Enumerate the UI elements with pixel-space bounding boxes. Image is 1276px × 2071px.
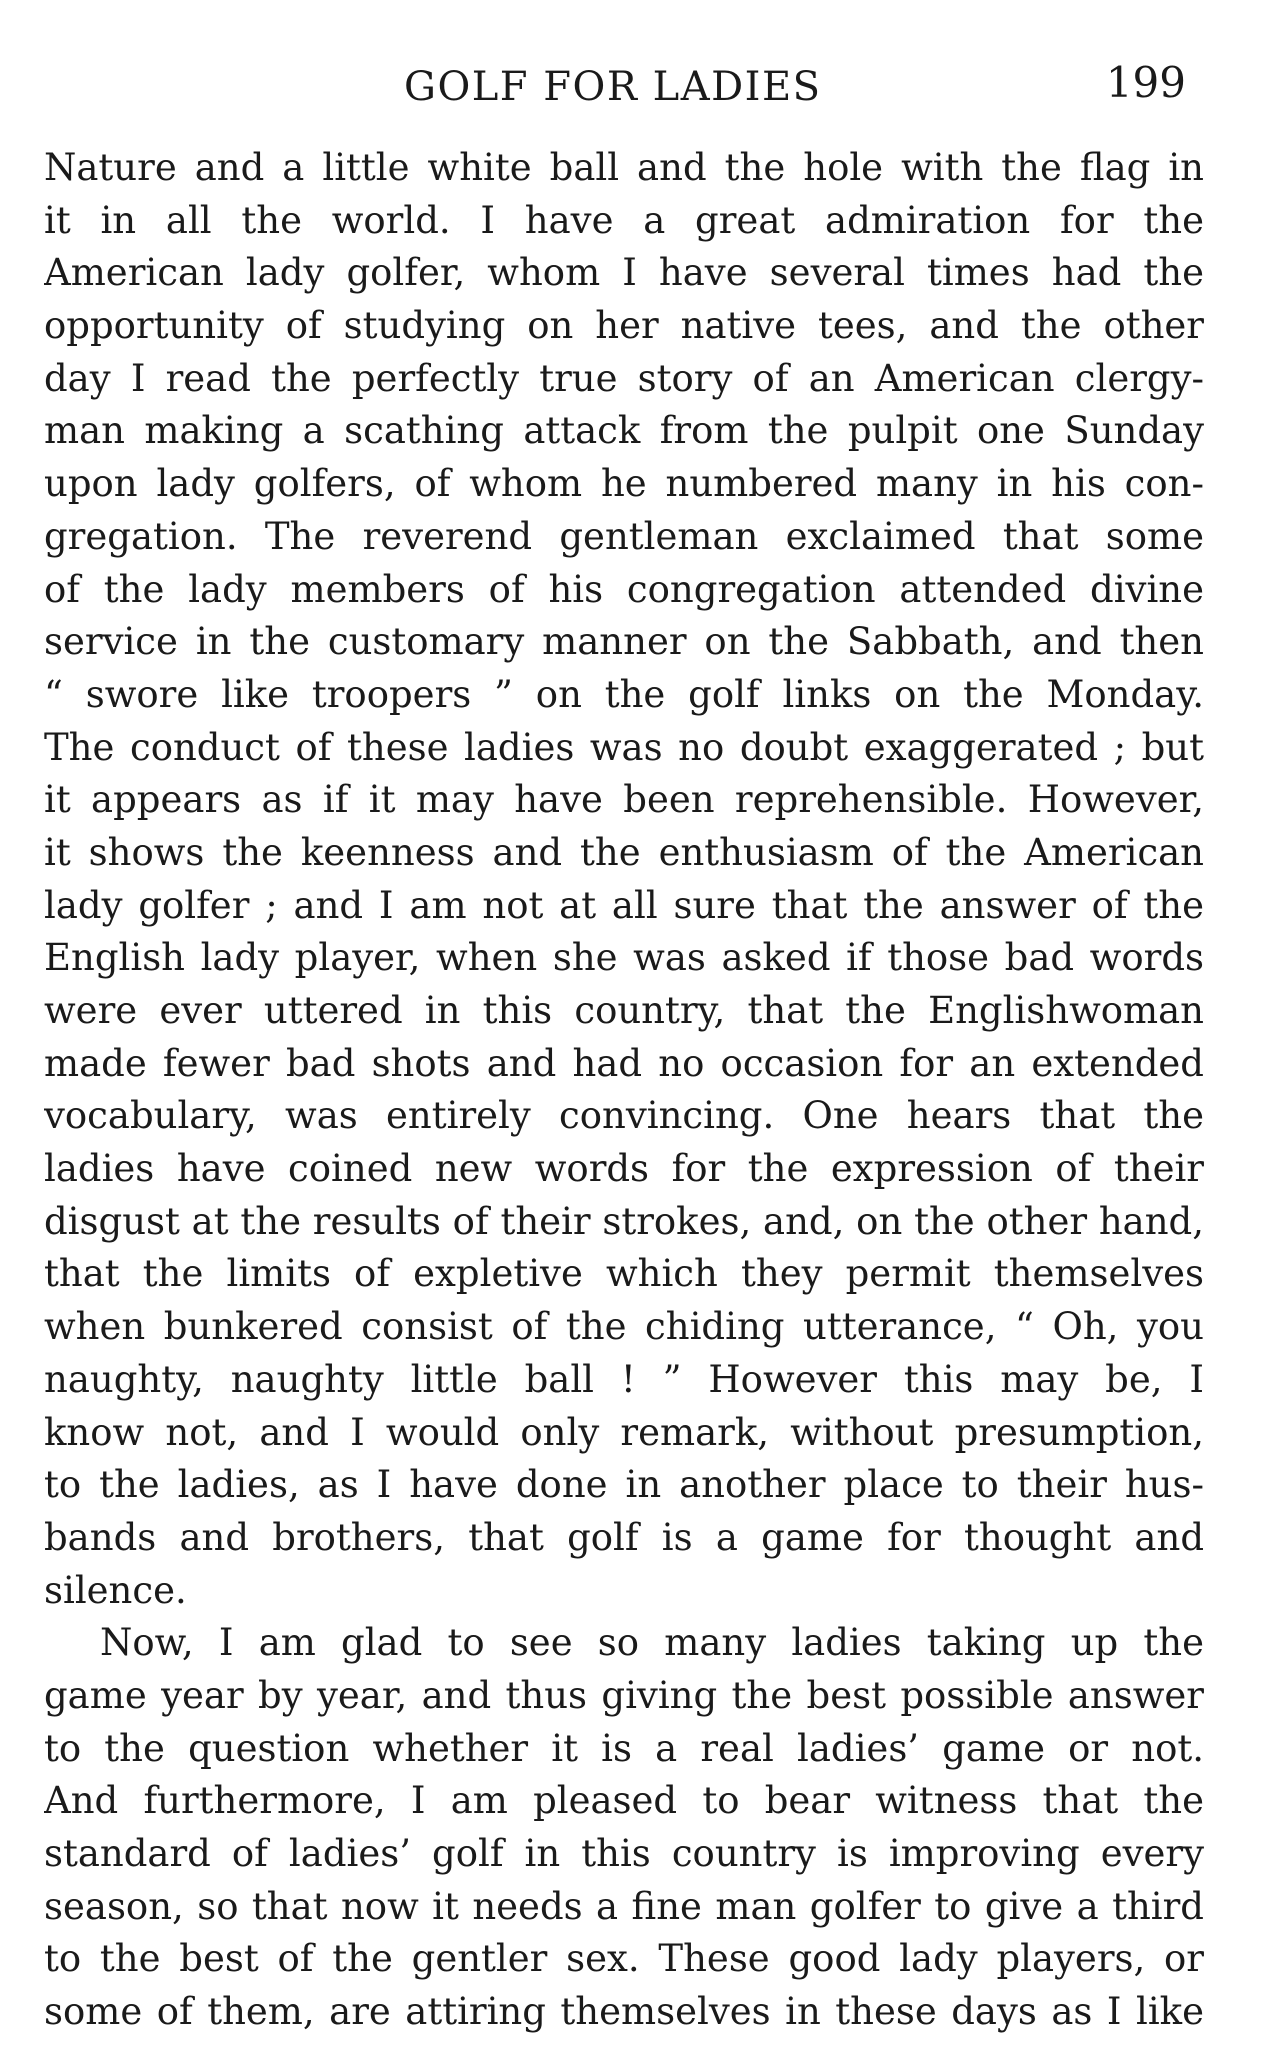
text-line: gregation. The reverend gentleman exclaimed that some	[44, 514, 1204, 558]
body-text	[44, 142, 1204, 2039]
text-line: vocabulary, was entirely convincing. One hears that the	[44, 1094, 1204, 1138]
text-line: Nature and a little white ball and the hole with the flag in	[44, 146, 1204, 189]
text-line: to the ladies, as I have done in another place to their hus-	[44, 1463, 1204, 1507]
text-line: man making a scathing attack from the pulpit one Sunday	[44, 409, 1204, 453]
text-line: to the question whether it is a real ladies’ game or not.	[44, 1726, 1204, 1770]
text-line: it appears as if it may have been reprehensible. However,	[44, 778, 1204, 822]
text-line: it in all the world. I have a great admiration for the	[44, 198, 1204, 242]
page-number: 199	[1105, 58, 1186, 107]
text-line: that the limits of expletive which they permit themselves	[44, 1252, 1204, 1296]
text-line: opportunity of studying on her native tees, and the other	[44, 304, 1204, 348]
text-line: know not, and I would only remark, without presumption,	[44, 1410, 1204, 1454]
text-line: The conduct of these ladies was no doubt exaggerated ; but	[44, 725, 1204, 769]
text-line: bands and brothers, that golf is a game for thought and	[44, 1515, 1204, 1559]
text-line: were ever uttered in this country, that the Englishwoman	[44, 989, 1204, 1032]
text-line: it shows the keenness and the enthusiasm of the American	[44, 830, 1204, 874]
text-line: disgust at the results of their strokes, and, on the other hand,	[44, 1199, 1204, 1243]
text-line: English lady player, when she was asked if those bad words	[44, 936, 1204, 980]
text-line: ladies have coined new words for the expression of their	[44, 1147, 1204, 1191]
text-line: day I read the perfectly true story of an American clergy-	[44, 356, 1204, 400]
text-line: to the best of the gentler sex. These good lady players, or	[44, 1937, 1204, 1981]
text-line: when bunkered consist of the chiding utterance, “ Oh, you	[44, 1305, 1204, 1349]
text-line: game year by year, and thus giving the best possible answer	[44, 1673, 1204, 1717]
text-line: American lady golfer, whom I have several times had the	[44, 251, 1204, 295]
text-line: season, so that now it needs a fine man golfer to give a third	[44, 1884, 1204, 1928]
text-line: made fewer bad shots and had no occasion for an extended	[44, 1041, 1204, 1085]
paragraph-end-line: silence.	[44, 1568, 187, 1612]
text-line: of the lady members of his congregation attended divine	[44, 567, 1204, 611]
running-title: GOLF FOR LADIES	[404, 64, 822, 110]
text-line: some of them, are attiring themselves in these days as I like	[44, 1990, 1204, 2034]
text-line: service in the customary manner on the Sabbath, and then	[44, 620, 1204, 664]
text-line: And furthermore, I am pleased to bear witness that the	[44, 1779, 1204, 1823]
text-line: standard of ladies’ golf in this country is improving every	[44, 1832, 1204, 1875]
text-line: “ swore like troopers ” on the golf links on the Monday.	[44, 672, 1204, 716]
running-head	[44, 58, 1204, 118]
paragraph-start-line: Now, I am glad to see so many ladies taking up the	[100, 1621, 1204, 1665]
text-line: lady golfer ; and I am not at all sure that the answer of the	[44, 883, 1204, 927]
text-line: naughty, naughty little ball ! ” However this may be, I	[44, 1357, 1204, 1401]
text-line: upon lady golfers, of whom he numbered many in his con-	[44, 462, 1204, 506]
